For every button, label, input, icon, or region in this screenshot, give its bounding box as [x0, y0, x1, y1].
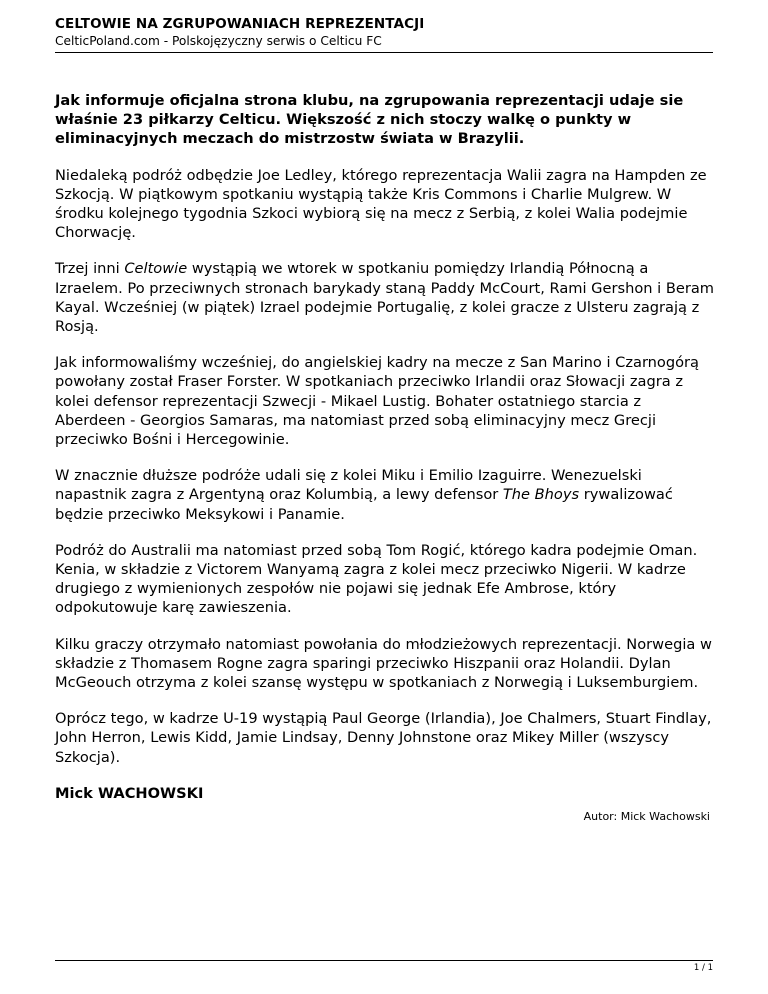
article-lead: Jak informuje oficjalna strona klubu, na zgrupowania reprezentacji udaje sie właśnie 23 piłkarzy Celticu. Większość z nich stoczy walkę o punkty w eliminacyjnych meczach do mistrzostw świata w Brazylii.	[55, 92, 684, 148]
paragraph-4	[55, 466, 715, 524]
site-subtitle: CelticPoland.com - Polskojęzyczny serwis o Celticu FC	[55, 34, 382, 48]
article-body	[55, 91, 715, 803]
page-header	[55, 16, 713, 53]
paragraph-4-emphasis: The Bhoys	[502, 486, 580, 504]
article-title: CELTOWIE NA ZGRUPOWANIACH REPREZENTACJI	[55, 16, 425, 32]
paragraph-2-start: Trzej inni	[55, 260, 125, 278]
paragraph-6: Kilku graczy otrzymało natomiast powołania do młodzieżowych reprezentacji. Norwegia w składzie z Thomasem Rogne zagra sparingi przeciwko Hiszpanii oraz Holandii. Dylan McGeouch otrzyma z kolei szansę występu w spotkaniach z Norwegią i Luksemburgiem.	[55, 635, 712, 692]
paragraph-4-end: rywalizować będzie przeciwko Meksykowi i Panamie.	[55, 486, 673, 523]
author-line: Autor: Mick Wachowski	[583, 810, 710, 823]
article-signature: Mick WACHOWSKI	[55, 784, 204, 802]
paragraph-1: Niedaleką podróż odbędzie Joe Ledley, którego reprezentacja Walii zagra na Hampden ze Szkocją. W piątkowym spotkaniu wystąpią także Kris Commons i Charlie Mulgrew. W środku kolejnego tygodnia Szkoci wybiorą się na mecz z Serbią, z kolei Walia podejmie Chorwację.	[55, 166, 707, 242]
page-footer	[55, 960, 713, 973]
paragraph-2-end: wystąpią we wtorek w spotkaniu pomiędzy Irlandią Północną a Izraelem. Po przeciwnych stronach barykady staną Paddy McCourt, Rami Gershon i Beram Kayal. Wcześniej (w piątek) Izrael podejmie Portugalię, z kolei gracze z Ulsteru zagrają z Rosją.	[55, 260, 714, 336]
paragraph-7: Oprócz tego, w kadrze U-19 wystąpią Paul George (Irlandia), Joe Chalmers, Stuart Findlay, John Herron, Lewis Kidd, Jamie Lindsay, Denny Johnstone oraz Mikey Miller (wszyscy Szkocja).	[55, 710, 712, 766]
page-number: 1 / 1	[693, 963, 713, 973]
paragraph-4-start: W znacznie dłuższe podróże udali się z kolei Miku i Emilio Izaguirre. Wenezuelski napastnik zagra z Argentyną oraz Kolumbią, a lewy defensor	[55, 467, 642, 504]
paragraph-2-emphasis: Celtowie	[124, 260, 188, 278]
paragraph-5: Podróż do Australii ma natomiast przed sobą Tom Rogić, którego kadra podejmie Oman. Kenia, w składzie z Victorem Wanyamą zagra z kolei mecz przeciwko Nigerii. W kadrze drugiego z wymienionych zespołów nie pojawi się jednak Efe Ambrose, który odpokutowuje karę zawieszenia.	[55, 541, 698, 617]
paragraph-3: Jak informowaliśmy wcześniej, do angielskiej kadry na mecze z San Marino i Czarnogórą powołany został Fraser Forster. W spotkaniach przeciwko Irlandii oraz Słowacji zagra z kolei defensor reprezentacji Szwecji - Mikael Lustig. Bohater ostatniego starcia z Aberdeen - Georgios Samaras, ma natomiast przed sobą eliminacyjny mecz Grecji przeciwko Bośni i Hercegowinie.	[55, 354, 699, 449]
paragraph-2	[55, 259, 715, 336]
